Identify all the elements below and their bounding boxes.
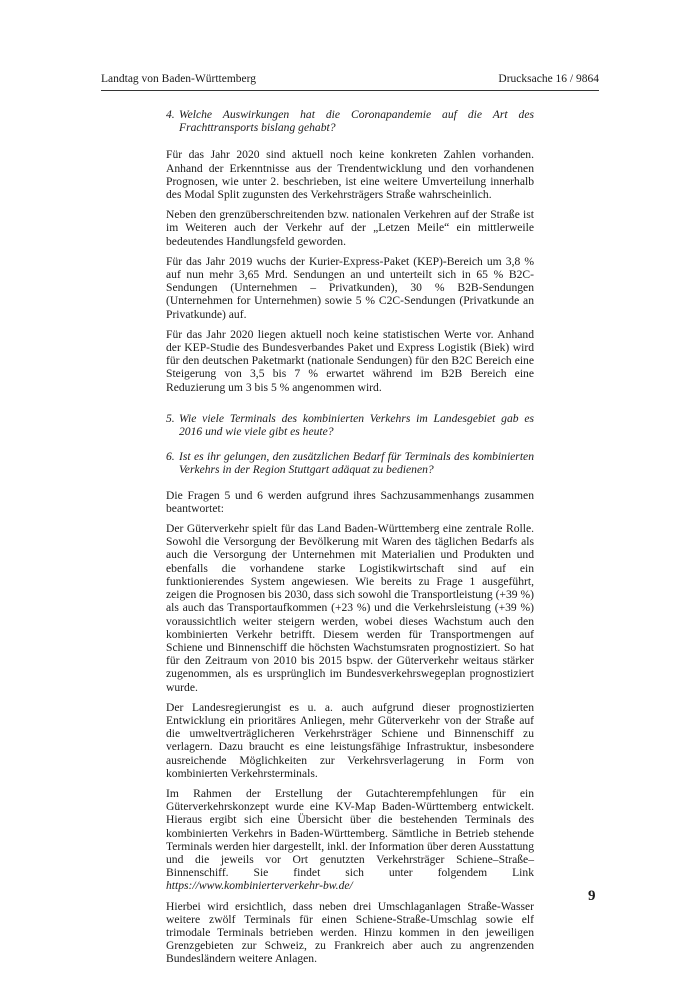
- answer-paragraph-with-link: [166, 787, 534, 893]
- question-number: 5.: [166, 411, 175, 425]
- answer-paragraph: Für das Jahr 2020 liegen aktuell noch keine statistischen Werte vor. Anhand der KEP-Studie des Bundesverbandes Paket und Express Logistik (Biek) wird für den deutschen Paketmarkt (nationale Sendungen) für den B2C Bereich eine Steigerung von 3,5 bis 7 % erwartet während im B2B Bereich eine Reduzierung um 3 bis 5 % angenommen wird.: [166, 327, 534, 394]
- running-header: [101, 72, 599, 88]
- answer-paragraph: Neben den grenzüberschreitenden bzw. nationalen Verkehren auf der Straße ist im Weiteren auch der Verkehr auf der „Letzen Meile“ ein mittlerweile bedeutendes Handlungsfeld geworden.: [166, 208, 534, 248]
- question-number: 4.: [166, 108, 175, 121]
- page-number: 9: [588, 888, 596, 904]
- answer-paragraph: Hierbei wird ersichtlich, dass neben drei Umschlaganlagen Straße-Wasser weitere zwölf Terminals für einen Schiene-Straße-Umschlag sowie elf trimodale Terminals betrieben werden. Hinzu kommen in den jeweiligen Grenzgebieten zur Schweiz, zu Frankreich aber auch zu angrenzenden Bundesländern weitere Anlagen.: [166, 899, 534, 966]
- question-5: [166, 412, 534, 438]
- answer-paragraph: Für das Jahr 2020 sind aktuell noch keine konkreten Zahlen vorhanden. Anhand der Erkenntnisse aus der Trendentwicklung und den vorhandenen Prognosen, wie unter 2. beschrieben, ist eine weitere Umverteilung innerhalb des Modal Split zugunsten des Verkehrsträgers Straße wahrscheinlich.: [166, 148, 534, 202]
- answer-paragraph: Die Fragen 5 und 6 werden aufgrund ihres Sachzusammenhangs zusammen beantwortet:: [166, 488, 534, 515]
- answer-paragraph: Für das Jahr 2019 wuchs der Kurier-Express-Paket (KEP)-Bereich um 3,8 % auf nun mehr 3,65 Mrd. Sendungen an und unterteilt sich in 65 % B2C-Sendungen (Unternehmen – Privatkunden), 30 % B2B-Sendungen (Unternehmen for Unternehmen) sowie 5 % C2C-Sendungen (Privatkunde an Privatkunde) auf.: [166, 254, 534, 321]
- question-6: [166, 450, 534, 476]
- question-number: 6.: [166, 450, 175, 464]
- kv-map-link[interactable]: https://www.kombinierterverkehr-bw.de/: [166, 879, 353, 893]
- page-body: [166, 108, 534, 973]
- header-document-number: Drucksache 16 / 9864: [498, 73, 599, 85]
- question-text: Ist es ihr gelungen, den zusätzlichen Bedarf für Terminals des kombinierten Verkehrs in der Region Stuttgart adäquat zu bedienen?: [179, 450, 534, 477]
- header-divider: [101, 90, 599, 91]
- answer-paragraph: Der Güterverkehr spielt für das Land Baden-Württemberg eine zentrale Rolle. Sowohl die Versorgung der Bevölkerung mit Waren des täglichen Bedarfs als auch die Versorgung der Unternehmen mit Materialien und Produkten und ebenfalls die vorhandene starke Logistikwirtschaft sind auf ein funktionierendes System angewiesen. Wie bereits zu Frage 1 ausgeführt, zeigen die Prognosen bis 2030, dass sich sowohl die Transportleistung (+39 %) als auch das Transportaufkommen (+23 %) und die Verkehrsleistung (+39 %) voraussichtlich weiter steigern werden, wobei dieses Wachstum auch den kombinierten Verkehr betrifft. Diesem werden für Transportmengen auf Schiene und Binnenschiff die höchsten Wachstumsraten prognostiziert. So hat für den Zeitraum von 2010 bis 2015 bspw. der Güterverkehr weitaus stärker zugenommen, als es ursprünglich im Bundesverkehrswegeplan prognostiziert wurde.: [166, 522, 534, 694]
- header-publisher: Landtag von Baden-Württemberg: [101, 73, 256, 85]
- question-text: Wie viele Terminals des kombinierten Verkehrs im Landesgebiet gab es 2016 und wie viele gibt es heute?: [179, 411, 534, 439]
- answer-paragraph: Der Landesregierungist es u. a. auch aufgrund dieser prognostizierten Entwicklung ein prioritäres Anliegen, mehr Güterverkehr von der Straße auf die umweltverträglicheren Verkehrsträger Schiene und Binnenschiff zu verlagern. Dazu braucht es eine leistungsfähige Infrastruktur, insbesondere ausreichende Möglichkeiten zur Verkehrsverlagerung in Form von kombinierten Verkehrsterminals.: [166, 700, 534, 780]
- question-4: [166, 108, 534, 134]
- answer-text: Im Rahmen der Erstellung der Gutachterempfehlungen für ein Güterverkehrskonzept wurde eine KV-Map Baden-Württemberg entwickelt. Hieraus ergibt sich eine Übersicht über die bestehenden Terminals des kombinierten Verkehrs in Baden-Württemberg. Sämtliche in Betrieb stehende Terminals werden hier dargestellt, inkl. der Information über deren Ausstattung und die jeweils vor Ort genutzten Verkehrsträger Schiene–Straße–Binnenschiff. Sie findet sich unter folgendem Link: [166, 786, 534, 880]
- question-text: Welche Auswirkungen hat die Coronapandemie auf die Art des Frachttransports bislang gehabt?: [179, 108, 534, 135]
